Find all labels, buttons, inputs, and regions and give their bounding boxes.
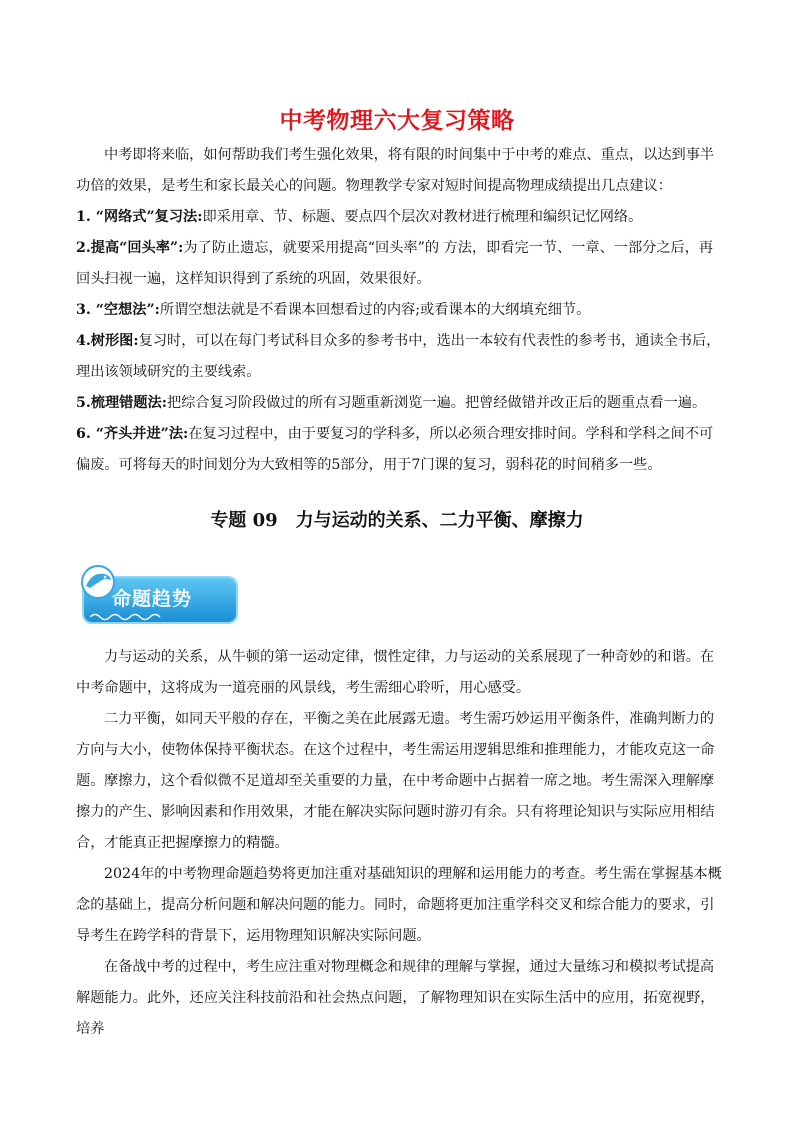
strategy-item: [76, 295, 722, 326]
strategy-item: [76, 419, 722, 481]
strategy-text: 所谓空想法就是不看课本回想看过的内容;或看课本的大纲填充细节。: [159, 302, 591, 318]
body-paragraph: 2024年的中考物理命题趋势将更加注重对基础知识的理解和运用能力的考查。考生需在掌握基本概念的基础上，提高分析问题和解决问题的能力。同时，命题将更加注重学科交叉和综合能力的要求，引导考生在跨学科的背景下，运用物理知识解决实际问题。: [76, 866, 722, 944]
badge-label: 命题趋势: [112, 588, 193, 610]
body-paragraph: 在备战中考的过程中，考生应注重对物理概念和规律的理解与掌握，通过大量练习和模拟考试提高解题能力。此外，还应关注科技前沿和社会热点问题，了解物理知识在实际生活中的应用，拓宽视野，培养: [76, 959, 715, 1037]
topic-title: 专题 09 力与运动的关系、二力平衡、摩擦力: [210, 510, 584, 531]
strategy-label: 2.提高“回头率”:: [76, 240, 184, 256]
strategy-item: [76, 388, 722, 419]
main-title: 中考物理六大复习策略: [279, 108, 515, 134]
strategy-text: 在复习过程中，由于要复习的学科多，所以必须合理安排时间。学科和学科之间不可偏废。可将每天的时间划分为大致相等的5部分，用于7门课的复习，弱科花的时间稍多一些。: [76, 426, 714, 473]
strategy-item: [76, 233, 722, 295]
strategy-label: 3. “空想法”:: [76, 302, 160, 318]
wave-decoration-icon: [90, 612, 230, 622]
strategy-label: 4.树形图:: [76, 333, 139, 349]
body-paragraph: 力与运动的关系，从牛顿的第一运动定律，惯性定律，力与运动的关系展现了一种奇妙的和谐。在中考命题中，这将成为一道亮丽的风景线，考生需细心聆听，用心感受。: [76, 649, 715, 696]
body-paragraph: 摩擦力，这个看似微不足道却至关重要的力量，在中考命题中占据着一席之地。考生需深入理解摩擦力的产生、影响因素和作用效果，才能在解决实际问题时游刃有余。只有将理论知识与实际应用相结合，才能真正把握摩擦力的精髓。: [76, 773, 715, 851]
body-paragraph: 二力平衡，如同天平般的存在，平衡之美在此展露无遗。考生需巧妙运用平衡条件，准确判断力的方向与大小，使物体保持平衡状态。在这个过程中，考生需运用逻辑思维和推理能力，才能攻克这一命题。: [76, 711, 715, 789]
strategy-label: 1. “网络式”复习法:: [76, 209, 203, 225]
strategy-text: 为了防止遗忘，就要采用提高“回头率”的 方法，即看完一节、一章、一部分之后，再回头扫视一遍，这样知识得到了系统的巩固，效果很好。: [76, 240, 714, 287]
strategy-item: [76, 202, 722, 233]
intro-paragraph: 中考即将来临，如何帮助我们考生强化效果，将有限的时间集中于中考的难点、重点，以达到事半功倍的效果，是考生和家长最关心的问题。物理教学专家对短时间提高物理成绩提出几点建议：: [76, 147, 715, 194]
section-badge: [78, 562, 238, 628]
strategy-item: [76, 326, 722, 388]
strategy-label: 6. “齐头并进”法:: [76, 426, 189, 442]
strategy-label: 5.梳理错题法:: [76, 395, 167, 411]
strategy-text: 即采用章、节、标题、要点四个层次对教材进行梳理和编织记忆网络。: [202, 209, 643, 225]
strategy-text: 把综合复习阶段做过的所有习题重新浏览一遍。把曾经做错并改正后的题重点看一遍。: [167, 395, 707, 411]
strategy-text: 复习时，可以在每门考试科目众多的参考书中，选出一本较有代表性的参考书，通读全书后，理出该领域研究的主要线索。: [76, 333, 721, 380]
